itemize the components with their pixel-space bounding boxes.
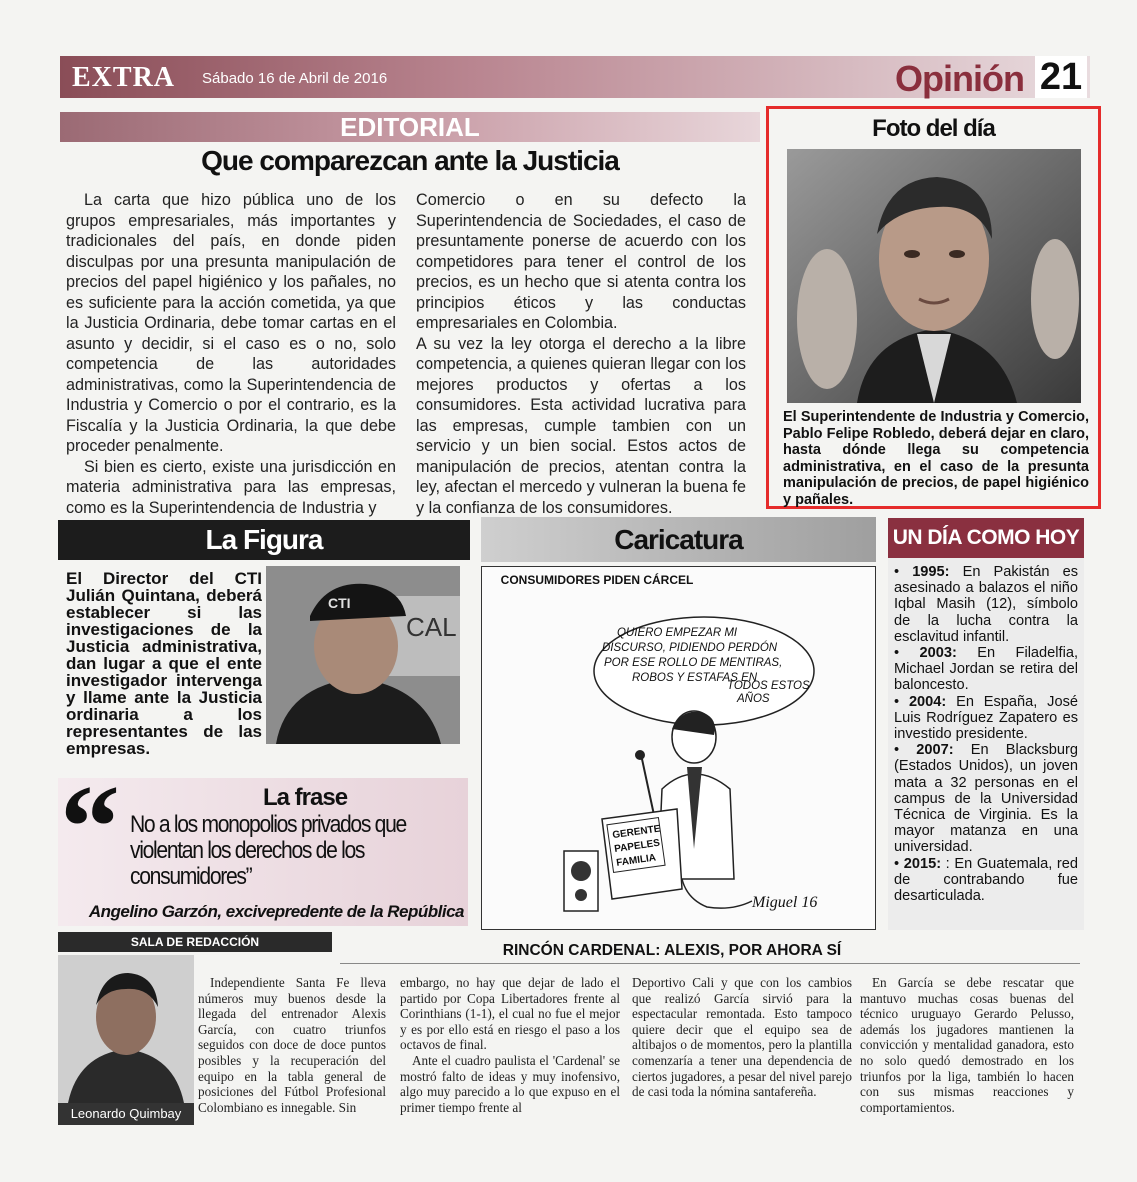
entry-text: : En Guatemala, red de contrabando fue desarticulada. [894, 855, 1078, 905]
on-this-day-entry: • 2007: En Blacksburg (Estados Unidos), un joven mata a 32 personas en el campus de la Universidad Técnica de Virginia. Es la mayor matanza en una universidad. [894, 742, 1078, 856]
sign-line: FAMILIA [615, 852, 657, 869]
sala-de-redaccion-label: SALA DE REDACCIÓN [130, 935, 260, 949]
superintendent-photo [787, 149, 1081, 403]
bubble-line: POR ESE ROLLO DE MENTIRAS, [604, 657, 783, 669]
cap-letters: CTI [328, 595, 351, 611]
column-paragraph: Ante el cuadro paulista el 'Cardenal' se mostró falto de ideas y muy inofensivo, algo muy parecido a lo que expuso en el primer tiempo frente al [400, 1052, 620, 1115]
la-figura-text: El Director del CTI Julián Quintana, deberá establecer si las investigaciones de la Justicia administrativa, dan lugar a que el ente investigador intervenga y llame ante la Justicia ordinaria a los representantes de las empresas. [66, 569, 262, 758]
columnist-name: Leonardo Quimbay [58, 1103, 194, 1125]
cartoonist-signature: Miguel 16 [752, 894, 818, 911]
editorial-paragraph: Si bien es cierto, existe una jurisdicción en materia administrativa para las empresas, como es la Superintendencia de Industria y [66, 457, 396, 517]
la-figura-title: La Figura [205, 524, 323, 555]
cti-director-photo [266, 566, 460, 744]
on-this-day-band [888, 518, 1084, 558]
column-paragraph: embargo, no hay que dejar de lado el partido por Copa Libertadores frente al Corinthians (1-1), el cual no fue el mejor y es por ello está en riesgo el paso a los octavos de final. [400, 975, 620, 1053]
caricatura-band [481, 517, 876, 562]
sala-de-redaccion-band [58, 932, 332, 952]
entry-text: En Pakistán es asesinado a balazos el niño Iqbal Masih (12), símbolo de la lucha contra la esclavitud infantil. [894, 564, 1078, 645]
la-frase-author: Angelino Garzón, excivepredente de la República [88, 902, 464, 921]
column-text-4 [860, 975, 1074, 1115]
headline-divider [340, 963, 1080, 964]
photo-of-the-day [766, 106, 1101, 509]
columnist-illustration [58, 955, 194, 1103]
page-header [60, 56, 1090, 98]
entry-text: En España, José Luis Rodríguez Zapatero es investido presidente. [894, 693, 1078, 743]
on-this-day-list [894, 564, 1078, 904]
entry-text: En Blacksburg (Estados Unidos), un joven mata a 32 personas en el campus de la Universidad Técnica de Virginia. Es la mayor matanza en una universidad. [894, 742, 1078, 856]
on-this-day-entry: • 1995: En Pakistán es asesinado a balazos el niño Iqbal Masih (12), símbolo de la lucha contra la esclavitud infantil. [894, 564, 1078, 645]
caricatura-title: Caricatura [614, 524, 743, 555]
on-this-day-entry: • 2015: : En Guatemala, red de contrabando fue desarticulada. [894, 855, 1078, 905]
editorial-label-band [60, 112, 760, 142]
column-text-1 [198, 975, 386, 1115]
quote-mark: “ [60, 760, 120, 893]
cartoon-panel [481, 566, 876, 930]
editorial-headline: Que comparezcan ante la Justicia [201, 145, 619, 176]
on-this-day-box [888, 558, 1084, 930]
microphone [635, 750, 645, 760]
issue-date: Sábado 16 de Abril de 2016 [202, 70, 388, 87]
editorial-label: EDITORIAL [340, 112, 480, 142]
entry-year: 2004: [908, 693, 947, 710]
editorial-column-1 [66, 190, 396, 518]
page-number: 21 [1035, 56, 1087, 98]
la-frase-box [58, 760, 468, 926]
photo-of-the-day-title: Foto del día [872, 115, 995, 142]
on-this-day-entry: • 2004: En España, José Luis Rodríguez Zapatero es investido presidente. [894, 693, 1078, 743]
extra-logo: EXTRA [72, 62, 176, 93]
sign-line: PAPELES [613, 837, 661, 855]
column-text-2 [400, 975, 620, 1115]
cti-director-illustration [266, 566, 460, 744]
bubble-line: DISCURSO, PIDIENDO PERDÓN [602, 642, 778, 654]
portrait-illustration [787, 149, 1081, 403]
column-headline: RINCÓN CARDENAL: ALEXIS, POR AHORA SÍ [502, 942, 842, 959]
bubble-line: TODOS ESTOS [727, 680, 810, 692]
column-paragraph: Deportivo Cali y que con los cambios que realizó García sirvió para la espectacular remontada. Esto tampoco quiere decir que el equipo sea de altibajos o de momentos, pero la plantilla comenzaría a tener una dependencia de ciertos jugadores, a pesar del nivel parejo de casi toda la nómina santafereña. [632, 975, 852, 1100]
editorial-paragraph: A su vez la ley otorga el derecho a la libre competencia, a quienes quieran llegar con los mejores productos y ofertas a los consumidores. Esta actividad lucrativa para las empresas, cumple tambien con un servicio y un bien social. Estos actos de manipulación de precios, atentan contra la ley, afectan el mercedo y vulneran la buena fe y la confianza de los consumidores. [416, 334, 746, 517]
column-paragraph: En García se debe rescatar que mantuvo muchas cosas buenas del técnico uruguayo Gerardo Pelusso, además los jugadores mantienen la convicción y mentalidad ganadora, esto no solo quedó demostrado en los triunfos por la liga, también lo hacen con sus mismas reacciones y comportamientos. [860, 975, 1074, 1115]
entry-year: 2003: [919, 645, 957, 662]
editorial-column-2 [416, 190, 746, 518]
entry-year: 2015: [903, 855, 942, 872]
entry-text: En Filadelfia, Michael Jordan se retira del baloncesto. [894, 645, 1078, 694]
columnist-photo [58, 955, 194, 1125]
column-paragraph: Independiente Santa Fe lleva números muy buenos desde la llegada del entrenador Alexis García, con cuatro triunfos seguidos con doce de doce puntos posibles y la recuperación del equipo en la tabla general de posiciones del Fútbol Profesional Colombiano es innegable. Sin [198, 975, 386, 1115]
wall-letters: CAL [406, 612, 457, 642]
column-text-3 [632, 975, 852, 1100]
editorial-paragraph: La carta que hizo pública uno de los grupos empresariales, más importantes y tradicionales del país, en donde piden disculpas por una presunta manipulación de precios del papel higiénico y los pañales, no es suficiente para la acción cometida, ya que la Justicia Ordinaria, debe tomar cartas en el asunto y decidir, si el caso es o no, solo competencia de las autoridades administrativas, como la Superintendencia de Industria y Comercio o por el contrario, es la Fiscalía y la Justicia Ordinaria, la que debe proceder penalmente. [66, 191, 396, 455]
section-name: Opinión [895, 58, 1024, 99]
on-this-day-entry: • 2003: En Filadelfia, Michael Jordan se retira del baloncesto. [894, 645, 1078, 694]
la-figura-band [58, 520, 470, 560]
bubble-line: AÑOS [737, 693, 770, 705]
la-frase-title: La frase [263, 784, 348, 811]
on-this-day-title: UN DÍA COMO HOY [892, 526, 1080, 549]
cartoon-subtitle: CONSUMIDORES PIDEN CÁRCEL [500, 573, 694, 587]
photo-caption: El Superintendente de Industria y Comercio, Pablo Felipe Robledo, deberá dejar en claro, hasta dónde llega su competencia administrativa, en el caso de la presunta manipulación de precios, de papel higiénico y pañales. [783, 409, 1089, 508]
toilet-paper-roll [682, 879, 752, 908]
bubble-line: QUIERO EMPEZAR MI [617, 627, 738, 639]
editorial-paragraph: Comercio o en su defecto la Superintendencia de Sociedades, el caso de presuntamente ponerse de acuerdo con los competidores para tener el control de los precios, es un hecho que si atenta contra los principios éticos y las conductas empresariales en Colombia. [416, 191, 746, 332]
cartoon-drawing [482, 589, 874, 929]
entry-year: 2007: [916, 742, 954, 759]
sign-line: GERENTE [611, 823, 662, 842]
la-frase-quote: No a los monopolios privados que violentan los derechos de los consumidores” [130, 811, 406, 890]
entry-year: 1995: [912, 564, 950, 580]
bubble-line: ROBOS Y ESTAFAS EN [632, 672, 758, 684]
